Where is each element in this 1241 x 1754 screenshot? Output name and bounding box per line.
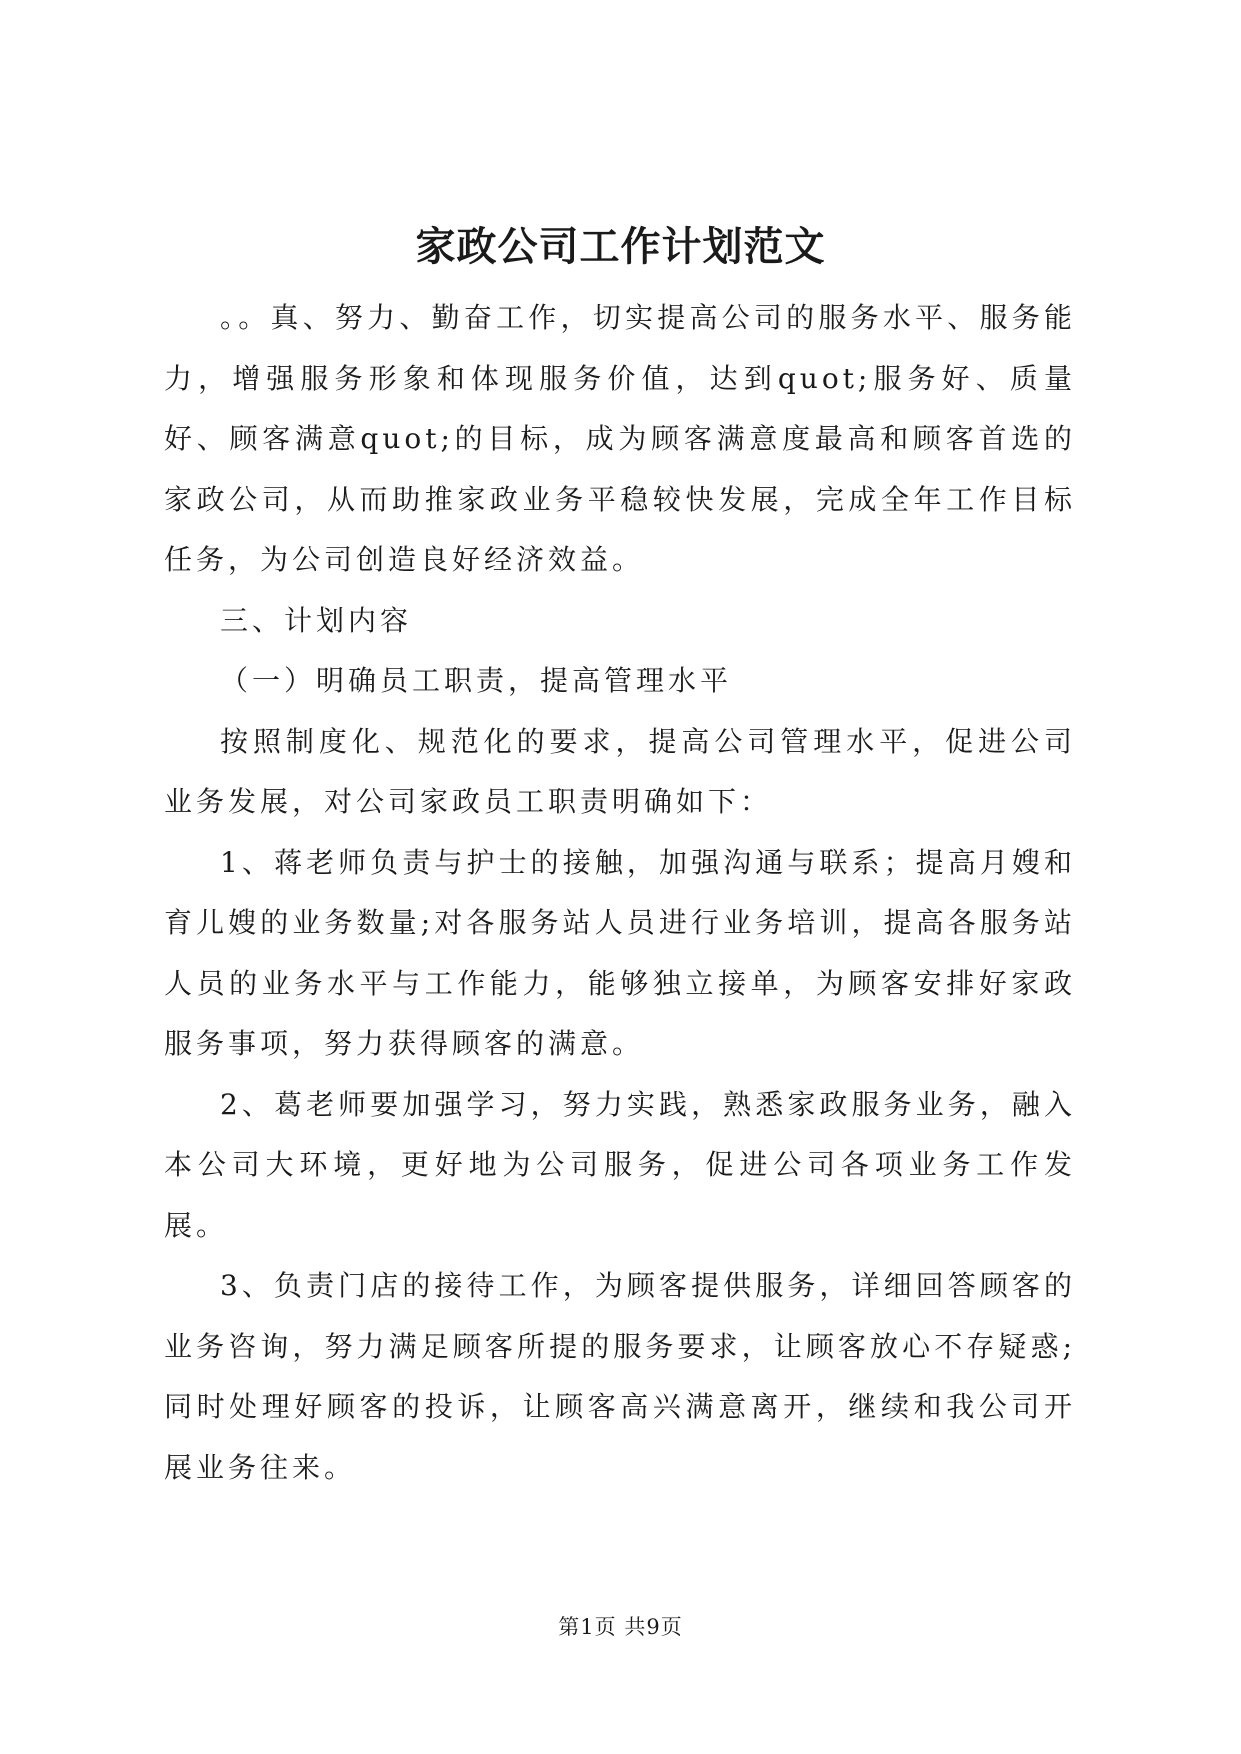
paragraph-duties-intro: 按照制度化、规范化的要求，提高公司管理水平，促进公司业务发展，对公司家政员工职责明确如下： xyxy=(164,724,1076,818)
page-number-footer: 第1页 共9页 xyxy=(558,1615,683,1639)
paragraph-item-2: 2、葛老师要加强学习，努力实践，熟悉家政服务业务，融入本公司大环境，更好地为公司服务，促进公司各项业务工作发展。 xyxy=(164,1087,1076,1242)
document-body xyxy=(164,288,1076,1498)
document-title: 家政公司工作计划范文 xyxy=(415,223,826,270)
section-heading-plan-content: 三、计划内容 xyxy=(220,603,413,637)
paragraph-item-1: 1、蒋老师负责与护士的接触，加强沟通与联系；提高月嫂和育儿嫂的业务数量;对各服务站人员进行业务培训，提高各服务站人员的业务水平与工作能力，能够独立接单，为顾客安排好家政服务事项，努力获得顾客的满意。 xyxy=(164,845,1076,1060)
subsection-heading-staff-duties: （一）明确员工职责，提高管理水平 xyxy=(220,664,733,697)
paragraph-intro: 。。真、努力、勤奋工作，切实提高公司的服务水平、服务能力，增强服务形象和体现服务价值，达到quot;服务好、质量好、顾客满意quot;的目标，成为顾客满意度最高和顾客首选的家政公司，从而助推家政业务平稳较快发展，完成全年工作目标任务，为公司创造良好经济效益。 xyxy=(164,301,1076,576)
paragraph-item-3: 3、负责门店的接待工作，为顾客提供服务，详细回答顾客的业务咨询，努力满足顾客所提的服务要求，让顾客放心不存疑惑;同时处理好顾客的投诉，让顾客高兴满意离开，继续和我公司开展业务往来。 xyxy=(164,1269,1076,1484)
